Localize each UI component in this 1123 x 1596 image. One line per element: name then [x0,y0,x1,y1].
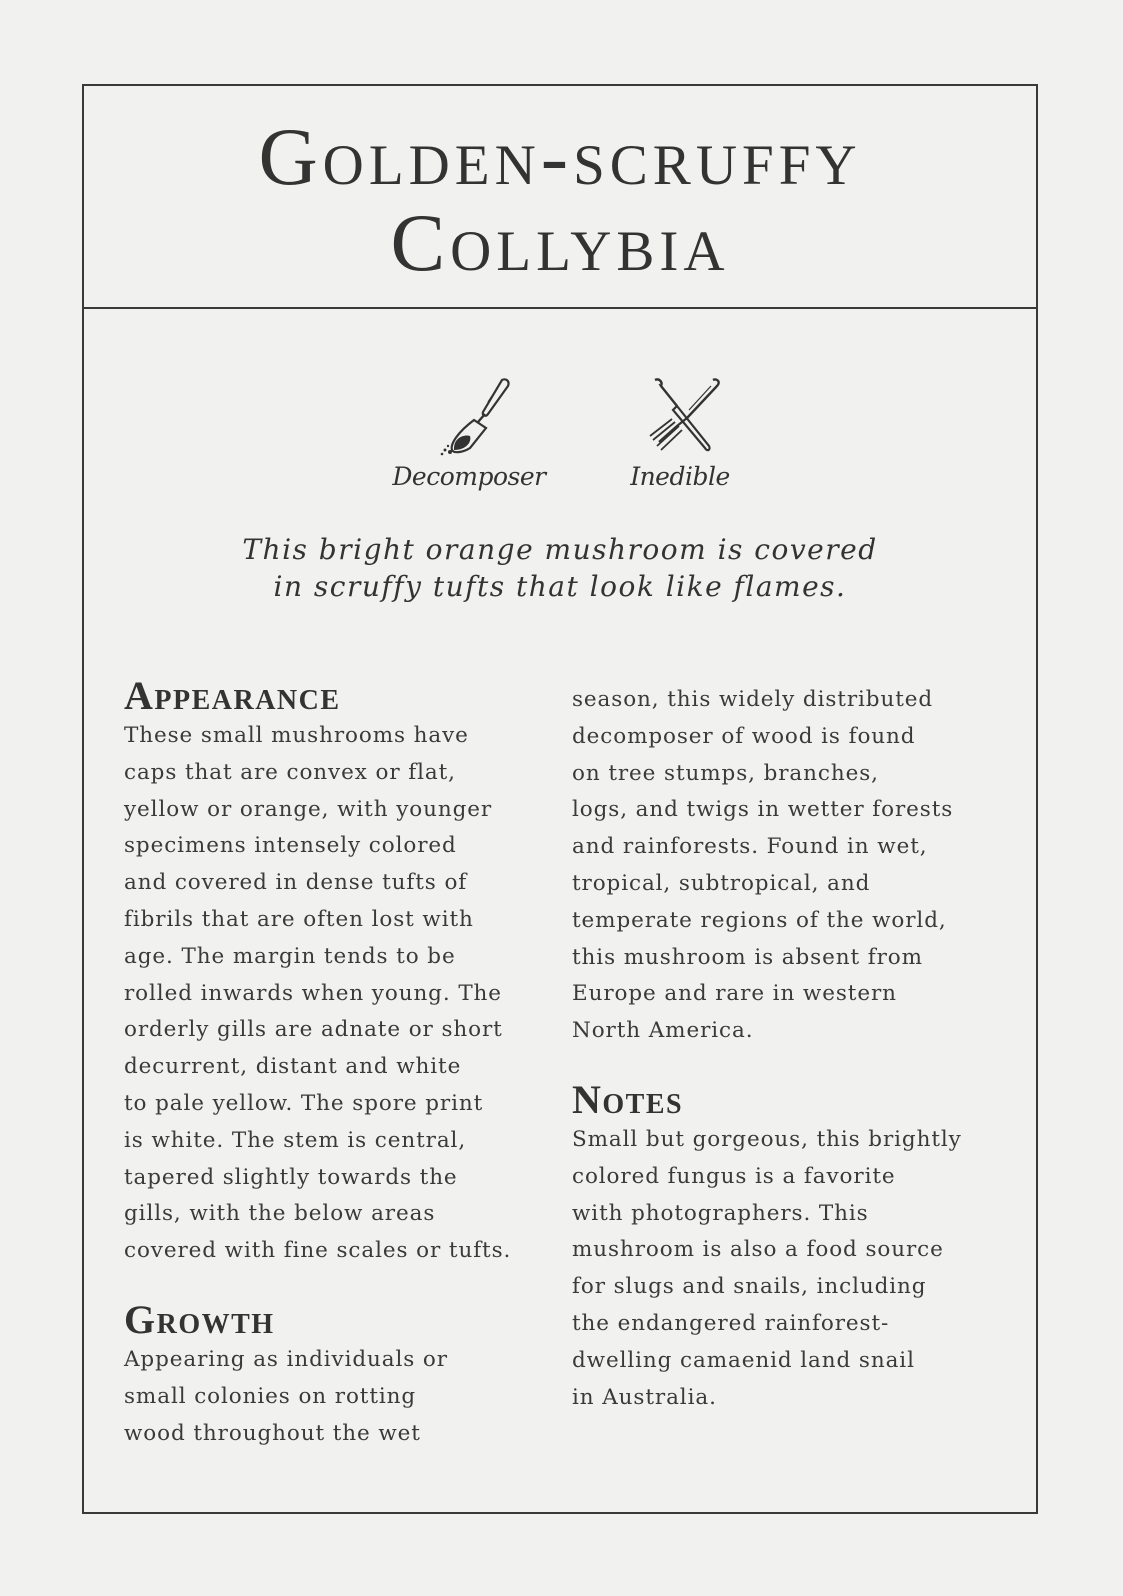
body-line: yellow or orange, with younger [124,796,493,822]
body-line: in Australia. [572,1384,717,1410]
body-line: fibrils that are often lost with [124,906,474,932]
body-line: this mushroom is absent from [572,944,923,970]
body-line: Appearing as individuals or [124,1346,448,1372]
body-line: caps that are convex or flat, [124,759,456,785]
crossed-fork-knife-icon [625,376,735,456]
growth-heading: Growth [124,1296,275,1342]
body-line: temperate regions of the world, [572,907,947,933]
badges [84,376,1036,506]
body-line: Europe and rare in western [572,981,897,1007]
tagline [84,531,1036,605]
body-line: to pale yellow. The spore print [124,1090,484,1116]
species-title [84,111,1036,288]
body-line: covered with fine scales or tufts. [124,1238,512,1264]
body-line: and covered in dense tufts of [124,870,468,896]
left-column [124,674,544,1452]
body-line: dwelling camaenid land snail [572,1347,915,1373]
section-gap [572,1050,992,1078]
body-line: specimens intensely colored [124,833,457,859]
body-line: rolled inwards when young. The [124,980,502,1006]
appearance-heading: Appearance [124,673,341,718]
section-gap [124,1270,544,1298]
body-line: small colonies on rotting [124,1383,417,1409]
body-line: gills, with the below areas [124,1201,436,1227]
title-line-1: Golden-scruffy [258,111,862,202]
body-line: tapered slightly towards the [124,1164,458,1190]
body-line: with photographers. This [572,1200,869,1226]
body-line: for slugs and snails, including [572,1274,927,1300]
tagline-line: This bright orange mushroom is covered [242,533,878,566]
body-line: mushroom is also a food source [572,1237,944,1263]
species-card [82,84,1038,1514]
badge-inedible-label: Inedible [630,462,730,491]
badge-inedible [580,376,780,491]
body-line: season, this widely distributed [572,687,934,712]
body-line: North America. [572,1018,754,1044]
body-line: logs, and twigs in wetter forests [572,797,954,823]
body-line: on tree stumps, branches, [572,760,879,786]
body-line: and rainforests. Found in wet, [572,834,928,860]
body-line: age. The margin tends to be [124,943,456,969]
body-line: the endangered rainforest- [572,1310,890,1336]
notes-heading: Notes [572,1076,684,1122]
right-column [572,682,992,1416]
badge-decomposer-label: Decomposer [392,462,546,491]
title-line-2: Collybia [390,197,730,288]
body-line: tropical, subtropical, and [572,870,871,896]
tagline-line: in scruffy tufts that look like flames. [273,570,847,603]
body-line: Small but gorgeous, this brightly [572,1126,962,1152]
body-line: is white. The stem is central, [124,1127,467,1153]
body-line: decomposer of wood is found [572,723,916,749]
body-line: decurrent, distant and white [124,1054,462,1080]
body-line: wood throughout the wet [124,1420,421,1446]
title-box [84,86,1036,309]
badge-decomposer [369,376,569,491]
body-line: orderly gills are adnate or short [124,1017,503,1043]
trowel-icon [414,376,524,456]
body-line: These small mushrooms have [124,723,469,748]
body-line: colored fungus is a favorite [572,1163,896,1189]
